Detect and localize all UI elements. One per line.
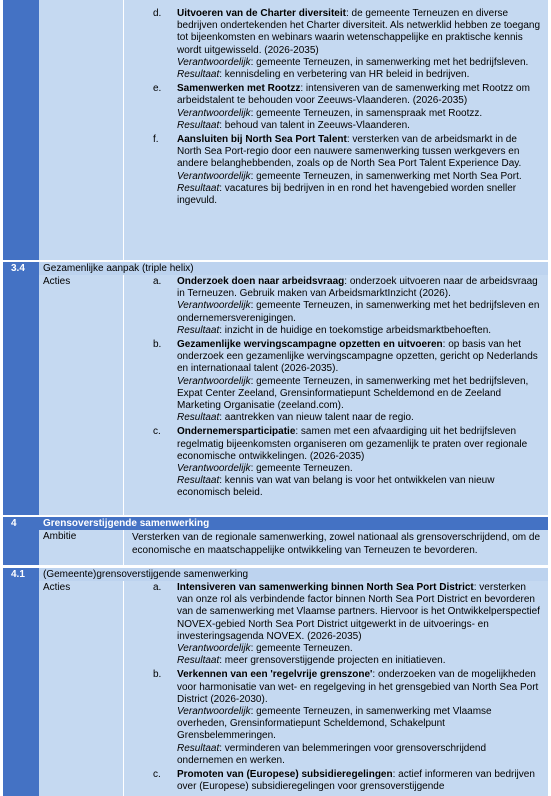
- number-column: [3, 275, 39, 515]
- action-list: [127, 276, 544, 502]
- number-column: [3, 581, 39, 796]
- acties-label: Acties: [43, 276, 71, 287]
- column-divider: [123, 530, 124, 565]
- actions-block-4-1: [3, 581, 548, 796]
- actions-block-continued: [3, 0, 548, 260]
- list-item: d. Uitvoeren van de Charter diversiteit: de gemeente Terneuzen en diverse bedrijven ondertekenden het Charter diversiteit. Als netwerklid hebben ze toegang tot bijeenkomsten en webinars waarin wetenschappelijke en praktische kennis wordt uitgewisseld. (2026-2035) Verantwoordelijk: gemeente Terneuzen, in samenwerking met het bedrijfsleven. Resultaat: kennisdeling en verbetering van HR beleid in bedrijven.: [153, 8, 541, 81]
- list-item: e. Samenwerken met Rootzz: intensiveren van de samenwerking met Rootzz om arbeidstalent te behouden voor Zeeuws-Vlaanderen. (2026-2035) Verantwoordelijk: gemeente Terneuzen, in samenspraak met Rootzz. Resultaat: behoud van talent in Zeeuws-Vlaanderen.: [153, 83, 530, 131]
- action-list: [127, 582, 544, 795]
- ambitie-text: Versterken van de regionale samenwerking, zowel nationaal als grensoverschrijdend, om de economische en maatschappelijke ontwikkeling van Terneuzen te bevorderen.: [132, 532, 541, 556]
- ambitie-label: Ambitie: [43, 531, 77, 542]
- number-column: [3, 0, 39, 260]
- list-item: a. Onderzoek doen naar arbeidsvraag: onderzoek uitvoeren naar de arbeidsvraag in Terneuzen. Gebruik maken van ArbeidsmarktInzicht (2026). Verantwoordelijk: gemeente Terneuzen, in samenwerking met het bedrijfsleven en ondernemersverenigingen. Resultaat: inzicht in de huidige en toekomstige arbeidsmarktbehoeften.: [153, 276, 540, 336]
- list-item: f. Aansluiten bij North Sea Port Talent: versterken van de arbeidsmarkt in de North Sea Port-regio door een nauwere samenwerking tussen werkgevers en andere belanghebbenden, zoals op de North Sea Port Talent Experience Day. Verantwoordelijk: gemeente Terneuzen, in samenwerking met North Sea Port. Resultaat: vacatures bij bedrijven in en rond het havengebied worden sneller ingevuld.: [153, 134, 522, 207]
- list-item: b. Verkennen van een 'regelvrije grenszone': onderzoeken van de mogelijkheden voor harmonisatie van wet- en regelgeving in het grensgebied van North Sea Port District (2026-2030). Verantwoordelijk: gemeente Terneuzen, in samenwerking met Vlaamse overheden, Grensinformatiepunt Scheldemond, Schakelpunt Grensbelemmeringen. Resultaat: verminderen van belemmeringen voor grensoverschrijdend ondernemen en werken.: [153, 669, 539, 766]
- list-item: c. Ondernemersparticipatie: samen met een afvaardiging uit het bedrijfsleven regelmatig bijeenkomsten organiseren om gezamenlijk te praten over regionale economische ontwikkelingen. (2026-2035) Verantwoordelijk: gemeente Terneuzen. Resultaat: kennis van wat van belang is voor het ontwikkelen van nieuw economisch beleid.: [153, 426, 528, 499]
- section-header-3-4: 3.4 Gezamenlijke aanpak (triple helix): [3, 261, 548, 275]
- acties-label: Acties: [43, 582, 71, 593]
- list-item: a. Intensiveren van samenwerking binnen North Sea Port District: versterken van onze rol als verbindende factor binnen North Sea Port District en bevorderen van de samenwerking met Vlaamse partners. Hiervoor is het Ontwikkelperspectief NOVEX-gebied North Sea Port District uitgewerkt in de uitvoerings- en investeringsagenda NOVEX. (2026-2035) Verantwoordelijk: gemeente Terneuzen. Resultaat: meer grensoverstijgende projecten en initiatieven.: [153, 582, 540, 667]
- column-divider: [123, 0, 124, 260]
- list-item: c. Promoten van (Europese) subsidieregelingen: actief informeren van bedrijven over (Europese) subsidieregelingen voor grensoverstijgende: [153, 769, 535, 793]
- list-item: b. Gezamenlijke wervingscampagne opzetten en uitvoeren: op basis van het onderzoek een gezamenlijke wervingscampagne opzetten, gericht op Nederlands en internationaal talent (2026-2035). Verantwoordelijk: gemeente Terneuzen, in samenwerking met het bedrijfsleven, Expat Center Zeeland, Grensinformatiepunt Scheldemond en de Zeeland Marketing Organisatie (zeeland.com). Resultaat: aantrekken van nieuw talent naar de regio.: [153, 339, 538, 424]
- column-divider: [123, 581, 124, 796]
- section-header-4-1: 4.1 (Gemeente)grensoverstijgende samenwerking: [3, 567, 548, 581]
- ambitie-row: [3, 530, 548, 565]
- column-divider: [123, 275, 124, 515]
- action-list: [127, 8, 544, 209]
- actions-block-3-4: [3, 275, 548, 515]
- section-header-4: 4 Grensoverstijgende samenwerking: [3, 517, 548, 530]
